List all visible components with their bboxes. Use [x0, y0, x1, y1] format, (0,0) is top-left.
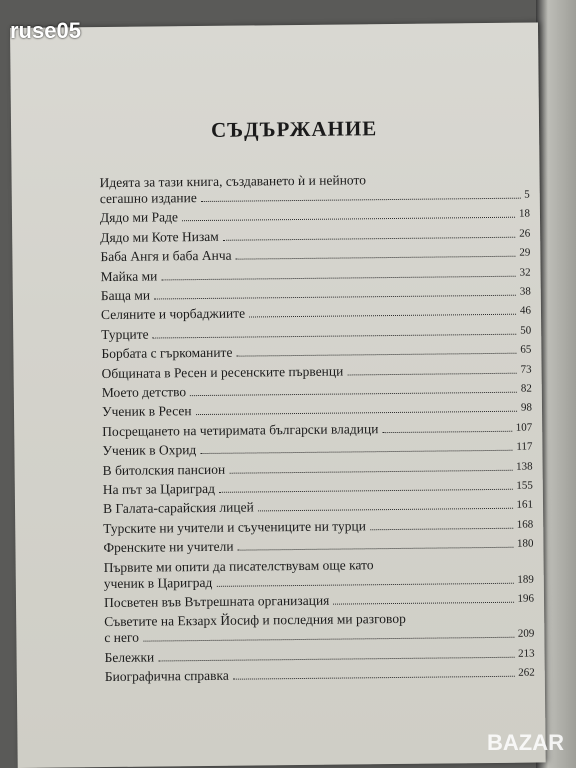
- toc-entry-page: 138: [516, 460, 533, 473]
- toc-entry-page: 196: [517, 592, 535, 605]
- toc-entry-page: 65: [520, 343, 532, 356]
- toc-entry-title: В битолския пансион: [102, 461, 226, 478]
- toc-entry: [100, 245, 530, 266]
- toc-entry-title: Майка ми: [100, 268, 158, 284]
- toc-entry-title: Дядо ми Раде: [99, 209, 178, 226]
- toc-entry-page: 46: [519, 304, 532, 318]
- page-title: СЪДЪРЖАНИЕ: [210, 116, 378, 142]
- dot-leader: [201, 198, 520, 202]
- dot-leader: [190, 392, 517, 396]
- dot-leader: [219, 489, 512, 493]
- dot-leader: [236, 353, 516, 357]
- toc-entry-page: 32: [519, 266, 531, 279]
- toc-entry-title: Френските ни учители: [103, 538, 234, 556]
- dot-leader: [182, 217, 515, 221]
- toc-entry: [104, 626, 534, 647]
- toc-entry-title: с него: [104, 630, 140, 646]
- toc-entry: [101, 264, 531, 285]
- toc-entry-title: Ученик в Охрид: [102, 442, 197, 459]
- toc-entry-title: Посветен във Вътрешната организация: [103, 592, 330, 611]
- toc-entry: [105, 665, 535, 686]
- bazar-logo: BAZAR: [487, 730, 564, 755]
- dot-leader: [216, 582, 513, 586]
- toc-entry-page: 180: [516, 537, 534, 550]
- dot-leader: [382, 431, 511, 433]
- dot-leader: [223, 237, 515, 241]
- toc-entry: [100, 187, 530, 208]
- toc-entry-page: 155: [516, 479, 533, 492]
- toc-entry-title: Селяните и чорбаджиите: [100, 305, 246, 323]
- toc-entry: [101, 303, 531, 324]
- dot-leader: [161, 275, 515, 280]
- toc-entry: [103, 516, 533, 537]
- toc-entry-title: Баща ми: [100, 287, 151, 304]
- dot-leader: [196, 411, 517, 415]
- toc-entry-page: 26: [519, 227, 531, 240]
- toc-entry-title: ученик в Цариград: [103, 574, 213, 591]
- toc-entry-title: Моето детство: [101, 384, 187, 401]
- toc-entry-title: Дядо ми Коте Низам: [100, 228, 219, 245]
- table-of-contents: [99, 171, 535, 685]
- toc-entry-page: 29: [519, 246, 531, 259]
- dot-leader: [249, 314, 516, 318]
- toc-entry: [102, 361, 532, 382]
- toc-entry-title: Биографична справка: [104, 667, 229, 685]
- dot-leader: [143, 637, 514, 642]
- toc-entry-title: Посрещането на четиримата български владици: [102, 420, 379, 439]
- toc-entry-page: 213: [518, 647, 535, 660]
- toc-entry-title: Общината в Ресен и ресенските първенци: [101, 363, 344, 381]
- toc-entry-title: Ученик в Ресен: [101, 403, 192, 420]
- toc-entry-line: Първите ми опити да писателствувам още като: [103, 556, 374, 575]
- toc-entry: [103, 536, 533, 557]
- toc-entry: [104, 591, 534, 612]
- toc-entry-title: На път за Цариград: [102, 480, 216, 498]
- dot-leader: [370, 528, 513, 530]
- toc-entry: [101, 342, 531, 363]
- dot-leader: [238, 547, 513, 551]
- toc-entry: [104, 571, 534, 592]
- toc-entry: [100, 225, 530, 246]
- toc-entry-page: 209: [517, 627, 535, 641]
- toc-entry-title: сегашно издание: [99, 190, 197, 207]
- toc-entry-page: 262: [518, 666, 535, 679]
- dot-leader: [153, 334, 517, 339]
- watermark: ruse05: [10, 18, 81, 43]
- book-page: [10, 22, 546, 767]
- toc-entry-title: Борбата с гъркоманите: [101, 344, 233, 362]
- toc-entry-page: 98: [520, 401, 533, 415]
- toc-entry: [102, 400, 532, 421]
- toc-entry-title: Баба Ангя и баба Анча: [100, 247, 232, 265]
- toc-entry-page: 18: [518, 207, 531, 221]
- toc-entry-page: 38: [519, 285, 531, 298]
- toc-entry-page: 161: [516, 498, 534, 512]
- toc-entry: [102, 381, 532, 402]
- toc-entry-title: Турските ни учители и съучениците ни турци: [103, 518, 367, 536]
- toc-entry-page: 117: [516, 440, 533, 453]
- toc-entry: [101, 322, 531, 343]
- dot-leader: [233, 676, 514, 680]
- toc-entry: [103, 458, 533, 479]
- toc-entry-page: 73: [520, 363, 532, 376]
- toc-entry-page: 82: [520, 382, 532, 395]
- toc-entry-page: 5: [524, 188, 530, 201]
- dot-leader: [258, 508, 513, 512]
- toc-entry: [100, 206, 530, 227]
- toc-entry: [103, 497, 533, 518]
- toc-entry: [102, 419, 532, 440]
- toc-entry-title: В Галата-сарайския лицей: [102, 499, 254, 517]
- toc-entry-line: Идеята за тази книга, създаването ѝ и нейното: [99, 172, 366, 191]
- dot-leader: [347, 372, 516, 375]
- dot-leader: [200, 450, 512, 454]
- toc-entry-page: 50: [520, 324, 532, 337]
- toc-entry-page: 189: [517, 573, 534, 586]
- dot-leader: [154, 295, 516, 300]
- toc-entry: [105, 645, 535, 666]
- toc-entry-line: Съветите на Екзарх Йосиф и последния ми разговор: [104, 611, 406, 630]
- dot-leader: [333, 602, 513, 605]
- toc-entry: [103, 478, 533, 499]
- toc-entry: [101, 284, 531, 305]
- toc-entry-title: Бележки: [104, 649, 155, 665]
- toc-entry-page: 107: [515, 421, 533, 434]
- dot-leader: [229, 469, 512, 473]
- dot-leader: [236, 256, 516, 260]
- toc-entry: [102, 439, 532, 460]
- dot-leader: [158, 657, 514, 662]
- toc-entry-title: Турците: [101, 326, 149, 342]
- toc-entry-page: 168: [516, 518, 534, 531]
